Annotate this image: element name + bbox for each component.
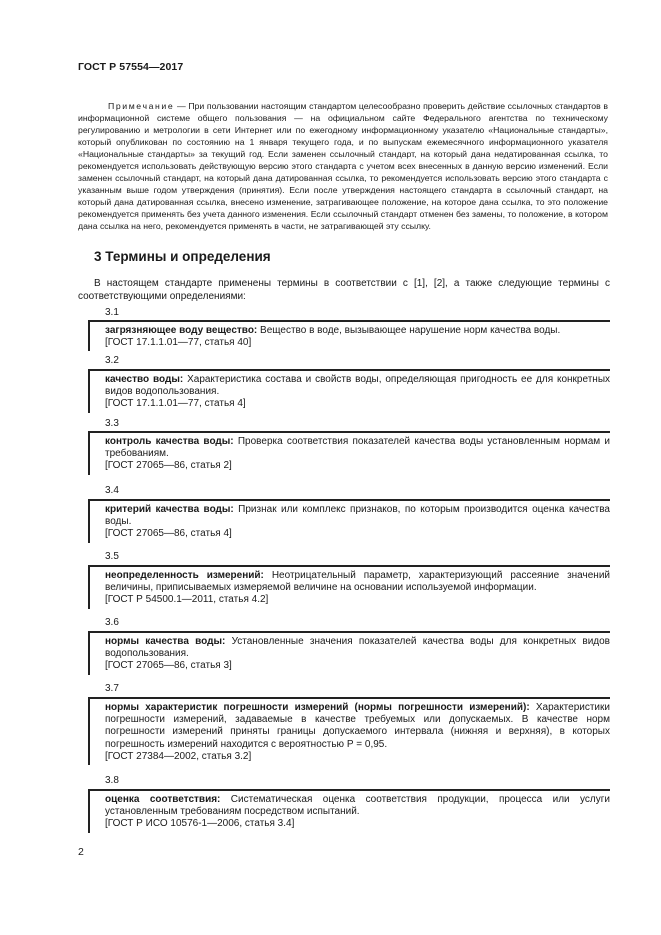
term-source: [ГОСТ 27065—86, статья 4] (105, 528, 232, 540)
term-text: Проверка соответствия показателей качества воды установленным нормам и требованиям. (105, 436, 610, 460)
term-text: Систематическая оценка соответствия продукции, процесса или услуги установленным требованиям посредством испытаний. (105, 794, 610, 818)
term-name: нормы характеристик погрешности измерений (нормы погрешности измерений): (105, 702, 530, 713)
note-label: Примечание (108, 101, 175, 111)
term-box (88, 431, 610, 475)
term-name: качество воды: (105, 374, 184, 385)
term-text: Вещество в воде, вызывающее нарушение норм качества воды. (257, 325, 561, 336)
term-name: оценка соответствия: (105, 794, 221, 805)
term-text: Характеристики погрешности измерений, задаваемые в качестве требуемых или допускаемых. В качестве норм погрешности измерений приняты границы допускаемого интервала (нижняя и верхняя), в которых погрешность измерений находится с вероятностью Р = 0,95. (105, 702, 610, 750)
term-source: [ГОСТ 27384—2002, статья 3.2] (105, 750, 252, 762)
term-name: критерий качества воды: (105, 504, 234, 515)
term-source: [ГОСТ Р ИСО 10576-1—2006, статья 3.4] (105, 818, 295, 830)
term-text: Признак или комплекс признаков, по которым производится оценка качества воды. (105, 504, 610, 528)
term-box (88, 499, 610, 543)
term-definition (105, 374, 610, 398)
term-definition (105, 794, 610, 818)
term-source: [ГОСТ Р 54500.1—2011, статья 4.2] (105, 594, 269, 606)
term-number: 3.2 (105, 355, 119, 366)
term-number: 3.5 (105, 551, 119, 562)
term-definition (105, 702, 610, 751)
term-box (88, 697, 610, 765)
term-source: [ГОСТ 17.1.1.01—77, статья 4] (105, 398, 246, 410)
page-number: 2 (78, 846, 84, 858)
term-source: [ГОСТ 27065—86, статья 2] (105, 460, 232, 472)
term-source: [ГОСТ 27065—86, статья 3] (105, 660, 232, 672)
term-text: Характеристика состава и свойств воды, определяющая пригодность ее для конкретных видов водопользования. (105, 374, 611, 398)
term-definition (105, 504, 610, 528)
term-definition (105, 436, 610, 460)
term-box (88, 369, 610, 413)
note-block (78, 101, 608, 232)
section-intro (78, 277, 610, 303)
term-number: 3.7 (105, 683, 119, 694)
term-name: загрязняющее воду вещество: (105, 325, 258, 336)
term-number: 3.8 (105, 775, 119, 786)
term-definition (105, 325, 610, 337)
term-definition (105, 570, 610, 594)
term-name: нормы качества воды: (105, 636, 226, 647)
note-dash: — (174, 101, 189, 111)
note-paragraph (78, 101, 608, 232)
note-text: При пользовании настоящим стандартом целесообразно проверить действие ссылочных стандартов в информационной системе общего пользования — на официальном сайте Федерального агентства по техническому регулированию и метрологии в сети Интернет или по ежегодному информационному указателю «Национальные стандарты», который опубликован по состоянию на 1 января текущего года, и по выпускам ежемесячного информационного указателя «Национальные стандарты» за текущий год. Если заменен ссылочный стандарт, на который дана недатированная ссылка, то рекомендуется использовать действующую версию этого стандарта с учетом всех внесенных в данную версию изменений. Если заменен ссылочный стандарт, на который дана датированная ссылка, то рекомендуется использовать версию этого стандарта с указанным выше годом утверждения (принятия). Если после утверждения настоящего стандарта в ссылочный стандарт, на который дана датированная ссылка, внесено изменение, затрагивающее положение, на которое дана ссылка, то это положение рекомендуется применять без учета данного изменения. Если ссылочный стандарт отменен без замены, то положение, в котором дана ссылка на него, рекомендуется применять в части, не затрагивающей эту ссылку. (78, 101, 608, 231)
term-number: 3.3 (105, 418, 119, 429)
term-box (88, 789, 610, 833)
term-number: 3.1 (105, 307, 119, 318)
section-title: 3 Термины и определения (94, 249, 271, 264)
term-number: 3.4 (105, 485, 119, 496)
term-definition (105, 636, 610, 660)
term-number: 3.6 (105, 617, 119, 628)
term-box (88, 631, 610, 675)
term-source: [ГОСТ 17.1.1.01—77, статья 40] (105, 337, 252, 349)
document-id: ГОСТ Р 57554—2017 (78, 61, 184, 73)
section-intro-text: В настоящем стандарте применены термины в соответствии с [1], [2], а также следующие термины с соответствующими определениями: (78, 278, 610, 302)
term-box (88, 565, 610, 609)
term-text: Установленные значения показателей качества воды для конкретных видов водопользования. (105, 636, 610, 660)
term-name: контроль качества воды: (105, 436, 234, 447)
term-text: Неотрицательный параметр, характеризующий рассеяние значений величины, приписываемых измеряемой величине на основании используемой информации. (105, 570, 610, 594)
term-name: неопределенность измерений: (105, 570, 264, 581)
term-box (88, 320, 610, 351)
